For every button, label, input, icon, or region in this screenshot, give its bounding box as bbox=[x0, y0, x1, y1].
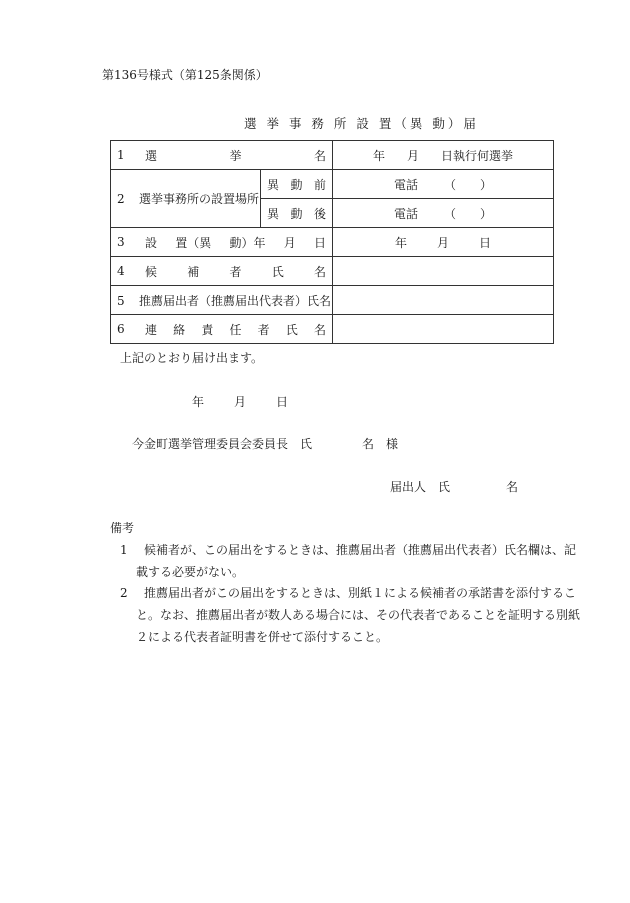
sub-char: 異 bbox=[267, 206, 280, 221]
remark-line: 推薦届出者がこの届出をするときは、別紙１による候補者の承諾書を添付するこ bbox=[144, 586, 577, 600]
label-char: 日 bbox=[314, 235, 327, 250]
submission-note: 上記のとおり届け出ます。 bbox=[120, 351, 264, 365]
value-year: 年 bbox=[372, 148, 385, 163]
tel-label: 電話 bbox=[394, 177, 419, 192]
label-char: 者 bbox=[257, 322, 270, 337]
label-char: 候 bbox=[145, 264, 158, 279]
form-title: 選 挙 事 務 所 設 置（異 動）届 bbox=[244, 116, 479, 131]
submission-date bbox=[192, 393, 318, 410]
row-number: 2 bbox=[117, 192, 125, 206]
value-year: 年 bbox=[394, 235, 407, 250]
form-table bbox=[110, 140, 554, 344]
label-char: 名 bbox=[314, 264, 327, 279]
row-office-location-before bbox=[111, 170, 554, 199]
remark-line: 候補者が、この届出をするときは、推薦届出者（推薦届出代表者）氏名欄は、記 bbox=[144, 543, 577, 557]
remark-line-cont: ２による代表者証明書を併せて添付すること。 bbox=[136, 630, 389, 644]
sub-char: 動 bbox=[290, 206, 303, 221]
value-day: 日 bbox=[479, 235, 492, 250]
label-char: 補 bbox=[187, 264, 200, 279]
row-election-name bbox=[111, 141, 554, 170]
remark-line-cont: 載する必要がない。 bbox=[136, 565, 245, 579]
row-setup-date bbox=[111, 228, 554, 257]
row-number: 3 bbox=[117, 235, 125, 249]
form-number: 第136号様式（第125条関係） bbox=[102, 68, 268, 82]
label-char: 月 bbox=[283, 235, 296, 250]
label-char: 氏 bbox=[285, 322, 298, 337]
recommender-name-field[interactable] bbox=[333, 286, 554, 315]
candidate-name-field[interactable] bbox=[333, 257, 554, 286]
label-char: 名 bbox=[314, 148, 327, 163]
date-month: 月 bbox=[234, 395, 247, 409]
applicant-label: 届出人 氏 bbox=[390, 480, 451, 494]
row-number: 5 bbox=[117, 293, 125, 308]
row-contact-person bbox=[111, 315, 554, 344]
label-char: 氏 bbox=[271, 264, 284, 279]
label-char: 挙 bbox=[229, 148, 242, 163]
sub-char: 前 bbox=[314, 177, 327, 192]
sub-char: 異 bbox=[267, 177, 280, 192]
label-char: 連 bbox=[145, 322, 158, 337]
tel-paren: （ ） bbox=[444, 206, 493, 221]
tel-label: 電話 bbox=[394, 206, 419, 221]
remark-item bbox=[120, 584, 576, 601]
remarks-heading: 備考 bbox=[110, 521, 135, 535]
label-char: 名 bbox=[313, 322, 326, 337]
remark-number: 2 bbox=[120, 586, 128, 600]
label-char: 者 bbox=[229, 264, 242, 279]
remark-number: 1 bbox=[120, 543, 128, 557]
date-year: 年 bbox=[192, 395, 205, 409]
tel-paren: （ ） bbox=[444, 177, 493, 192]
label-char: 設 bbox=[145, 235, 158, 250]
sub-char: 動 bbox=[290, 177, 303, 192]
recipient-line bbox=[132, 435, 398, 452]
value-month: 月 bbox=[437, 235, 450, 250]
label-char: 絡 bbox=[173, 322, 186, 337]
row-number: 6 bbox=[117, 322, 125, 336]
contact-person-field[interactable] bbox=[333, 315, 554, 344]
recipient-title: 今金町選挙管理委員会委員長 氏 bbox=[132, 437, 313, 451]
label-char: 任 bbox=[229, 322, 242, 337]
label-char: 置（異 bbox=[175, 235, 212, 250]
label-char: 責 bbox=[201, 322, 214, 337]
label-char: 動）年 bbox=[229, 235, 266, 250]
value-month: 月 bbox=[407, 148, 420, 163]
remark-line-cont: と。なお、推薦届出者が数人ある場合には、その代表者であることを証明する別紙 bbox=[136, 608, 581, 622]
office-location-label: 選挙事務所の設置場所 bbox=[139, 192, 260, 206]
row-number: 1 bbox=[117, 148, 125, 162]
remark-item bbox=[120, 541, 576, 558]
recommender-label: 推薦届出者（推薦届出代表者）氏名 bbox=[139, 293, 332, 308]
sub-char: 後 bbox=[314, 206, 327, 221]
row-number: 4 bbox=[117, 264, 125, 278]
applicant-line bbox=[390, 478, 518, 495]
recipient-suffix: 名 様 bbox=[362, 437, 399, 451]
date-day: 日 bbox=[276, 395, 289, 409]
label-char: 選 bbox=[145, 148, 158, 163]
value-day-election: 日執行何選挙 bbox=[441, 148, 514, 163]
row-recommender-name bbox=[111, 286, 554, 315]
row-candidate-name bbox=[111, 257, 554, 286]
applicant-suffix: 名 bbox=[506, 480, 519, 494]
